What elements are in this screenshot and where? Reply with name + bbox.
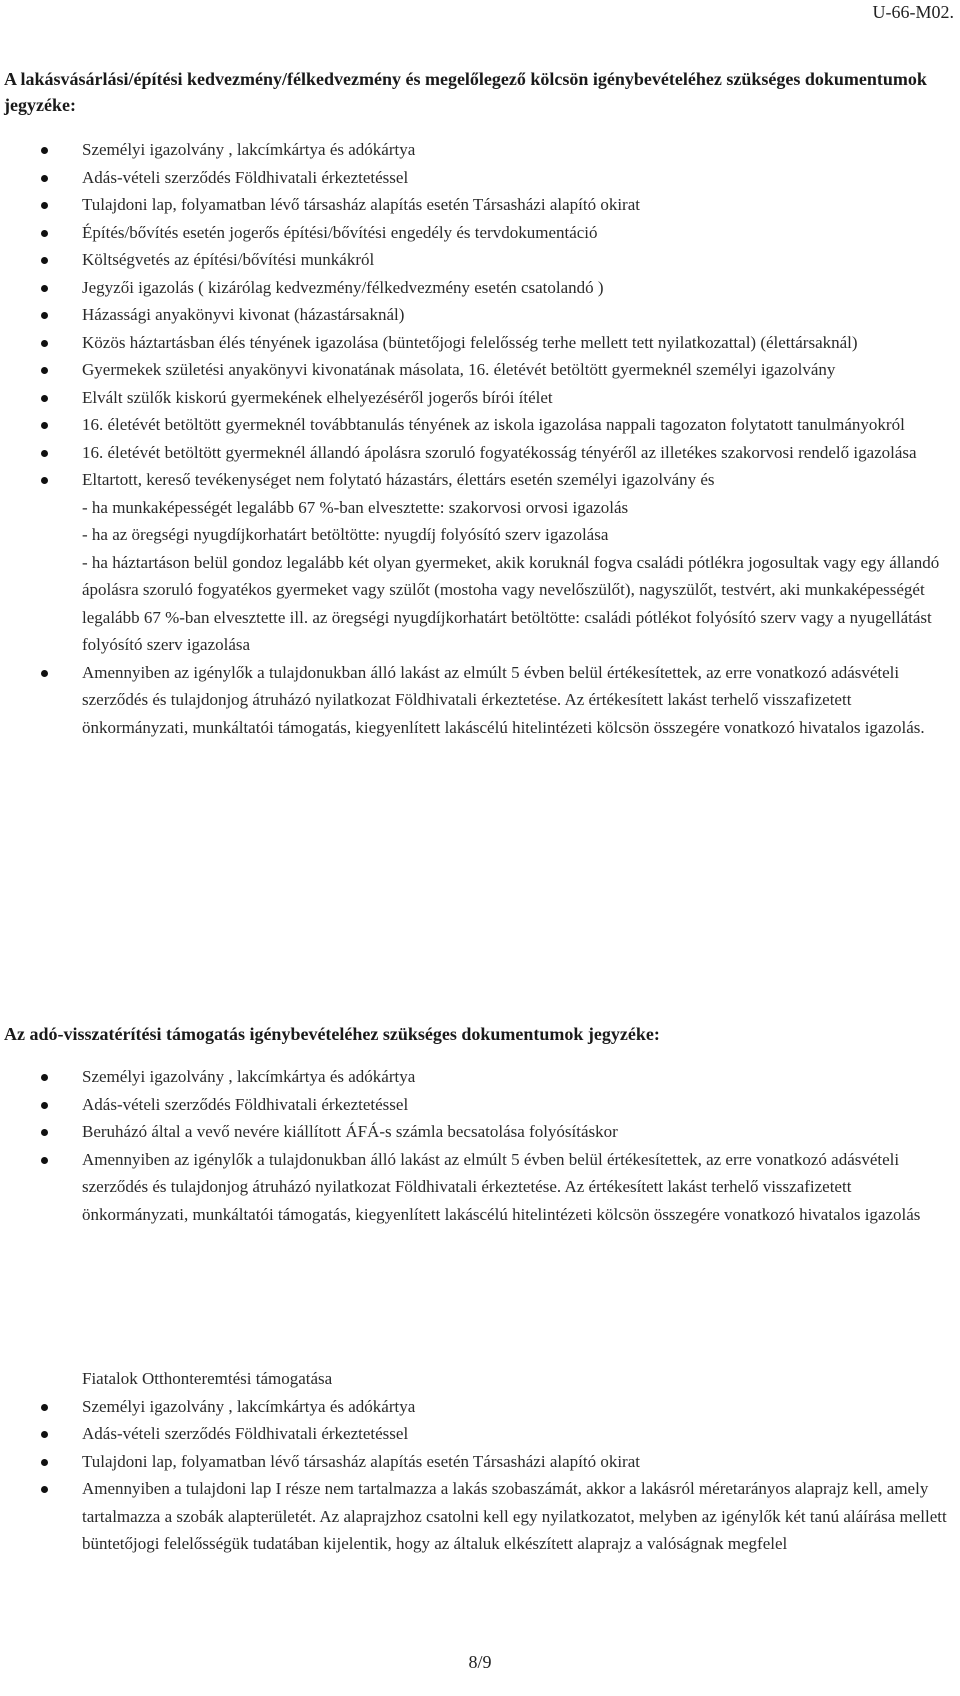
bullet-icon (41, 395, 48, 402)
list-item: Jegyzői igazolás ( kizárólag kedvezmény/félkedvezmény esetén csatolandó ) (4, 274, 954, 302)
section-tax-refund (4, 1021, 954, 1228)
document-code: U-66-M02. (872, 2, 954, 22)
list-item: Tulajdoni lap, folyamatban lévő társasház alapítás esetén Társasházi alapító okirat (4, 191, 954, 219)
section-title: A lakásvásárlási/építési kedvezmény/félkedvezmény és megelőlegező kölcsön igénybevételéhez szükséges dokumentumok jegyzéke: (4, 69, 927, 115)
bullet-icon (41, 1431, 48, 1438)
list-item: Tulajdoni lap, folyamatban lévő társasház alapítás esetén Társasházi alapító okirat (4, 1448, 954, 1476)
bullet-icon (41, 230, 48, 237)
section-young-home-support (4, 1365, 954, 1558)
bullet-icon (41, 1157, 48, 1164)
bullet-icon (41, 422, 48, 429)
list-item: Adás-vételi szerződés Földhivatali érkeztetéssel (4, 164, 954, 192)
section-title: Az adó-visszatérítési támogatás igénybevételéhez szükséges dokumentumok jegyzéke: (4, 1024, 660, 1044)
section-home-purchase-discount (4, 66, 954, 741)
bullet-icon (41, 147, 48, 154)
bullet-icon (41, 1102, 48, 1109)
bullet-icon (41, 1486, 48, 1493)
page-number: 8/9 (468, 1652, 492, 1672)
list-item: Házassági anyakönyvi kivonat (házastársaknál) (4, 301, 954, 329)
section-subtitle: Fiatalok Otthonteremtési támogatása (82, 1369, 333, 1388)
list-item: Elvált szülők kiskorú gyermekének elhelyezéséről jogerős bírói ítélet (4, 384, 954, 412)
list-item: Személyi igazolvány , lakcímkártya és adókártya (4, 1393, 954, 1421)
list-item: Amennyiben az igénylők a tulajdonukban álló lakást az elmúlt 5 évben belül értékesítettek, az erre vonatkozó adásvételi szerződés és tulajdonjog átruházó nyilatkozat Földhivatali érkeztetése. Az értékesített lakást terhelő visszafizetett önkormányzati, munkáltatói támogatás, kiegyenlített lakáscélú hitelintézeti kölcsön összegére vonatkozó hivatalos igazolás (4, 1146, 954, 1229)
bullet-icon (41, 285, 48, 292)
bullet-icon (41, 175, 48, 182)
list-item: Építés/bővítés esetén jogerős építési/bővítési engedély és tervdokumentáció (4, 219, 954, 247)
bullet-icon (41, 670, 48, 677)
list-item: Személyi igazolvány , lakcímkártya és adókártya (4, 1063, 954, 1091)
list-item: Beruházó által a vevő nevére kiállított ÁFÁ-s számla becsatolása folyósításkor (4, 1118, 954, 1146)
list-item-dependent-spouse: Eltartott, kereső tevékenységet nem folytató házastárs, élettárs esetén személyi igazolvány és - ha munkaképességét legalább 67 %-ban elvesztette: szakorvosi orvosi igazolás - ha az öregségi nyugdíjkorhatárt betöltötte: nyugdíj folyósító szerv igazolása - ha háztartáson belül gondoz legalább két olyan gyermeket, akik koruknál fogva családi pótlékra jogosultak vagy egy állandó ápolásra szoruló fogyatékos gyermeket vagy szülőt (mostoha vagy nevelőszülőt), nagyszülőt, testvért, aki munkaképességét legalább 67 %-ban elvesztette ill. az öregségi nyugdíjkorhatárt betöltötte: családi pótlékot folyósító szerv vagy a nyugellátást folyósító szerv igazolása (4, 466, 954, 659)
list-item: 16. életévét betöltött gyermeknél továbbtanulás tényének az iskola igazolása nappali tagozaton folytatott tanulmányokról (4, 411, 954, 439)
bullet-icon (41, 1404, 48, 1411)
list-item: Adás-vételi szerződés Földhivatali érkeztetéssel (4, 1420, 954, 1448)
bullet-icon (41, 450, 48, 457)
list-item: Amennyiben a tulajdoni lap I része nem tartalmazza a lakás szobaszámát, akkor a lakásról méretarányos alaprajz kell, amely tartalmazza a szobák alapterületét. Az alaprajzhoz csatolni kell egy nyilatkozatot, melyben az igénylők két tanú aláírása mellett büntetőjogi felelősségük tudatában kijelentik, hogy az általuk elkészített alaprajz a valóságnak megfelel (4, 1475, 954, 1558)
bullet-icon (41, 312, 48, 319)
document-list (4, 1393, 954, 1558)
bullet-icon (41, 202, 48, 209)
bullet-icon (41, 1129, 48, 1136)
bullet-icon (41, 1074, 48, 1081)
list-item: Személyi igazolvány , lakcímkártya és adókártya (4, 136, 954, 164)
bullet-icon (41, 1459, 48, 1466)
bullet-icon (41, 340, 48, 347)
list-item: Közös háztartásban élés tényének igazolása (büntetőjogi felelősség terhe mellett tett nyilatkozattal) (élettársaknál) (4, 329, 954, 357)
bullet-icon (41, 477, 48, 484)
list-item: Költségvetés az építési/bővítési munkákról (4, 246, 954, 274)
bullet-icon (41, 257, 48, 264)
list-item: Gyermekek születési anyakönyvi kivonatának másolata, 16. életévét betöltött gyermeknél személyi igazolvány (4, 356, 954, 384)
list-item: Adás-vételi szerződés Földhivatali érkeztetéssel (4, 1091, 954, 1119)
list-item: 16. életévét betöltött gyermeknél állandó ápolásra szoruló fogyatékosság tényéről az illetékes szakorvosi rendelő igazolása (4, 439, 954, 467)
list-item: Amennyiben az igénylők a tulajdonukban álló lakást az elmúlt 5 évben belül értékesítettek, az erre vonatkozó adásvételi szerződés és tulajdonjog átruházó nyilatkozat Földhivatali érkeztetése. Az értékesített lakást terhelő visszafizetett önkormányzati, munkáltatói támogatás, kiegyenlített lakáscélú hitelintézeti kölcsön összegére vonatkozó hivatalos igazolás. (4, 659, 954, 742)
document-list (4, 1063, 954, 1228)
bullet-icon (41, 367, 48, 374)
document-list (4, 136, 954, 741)
